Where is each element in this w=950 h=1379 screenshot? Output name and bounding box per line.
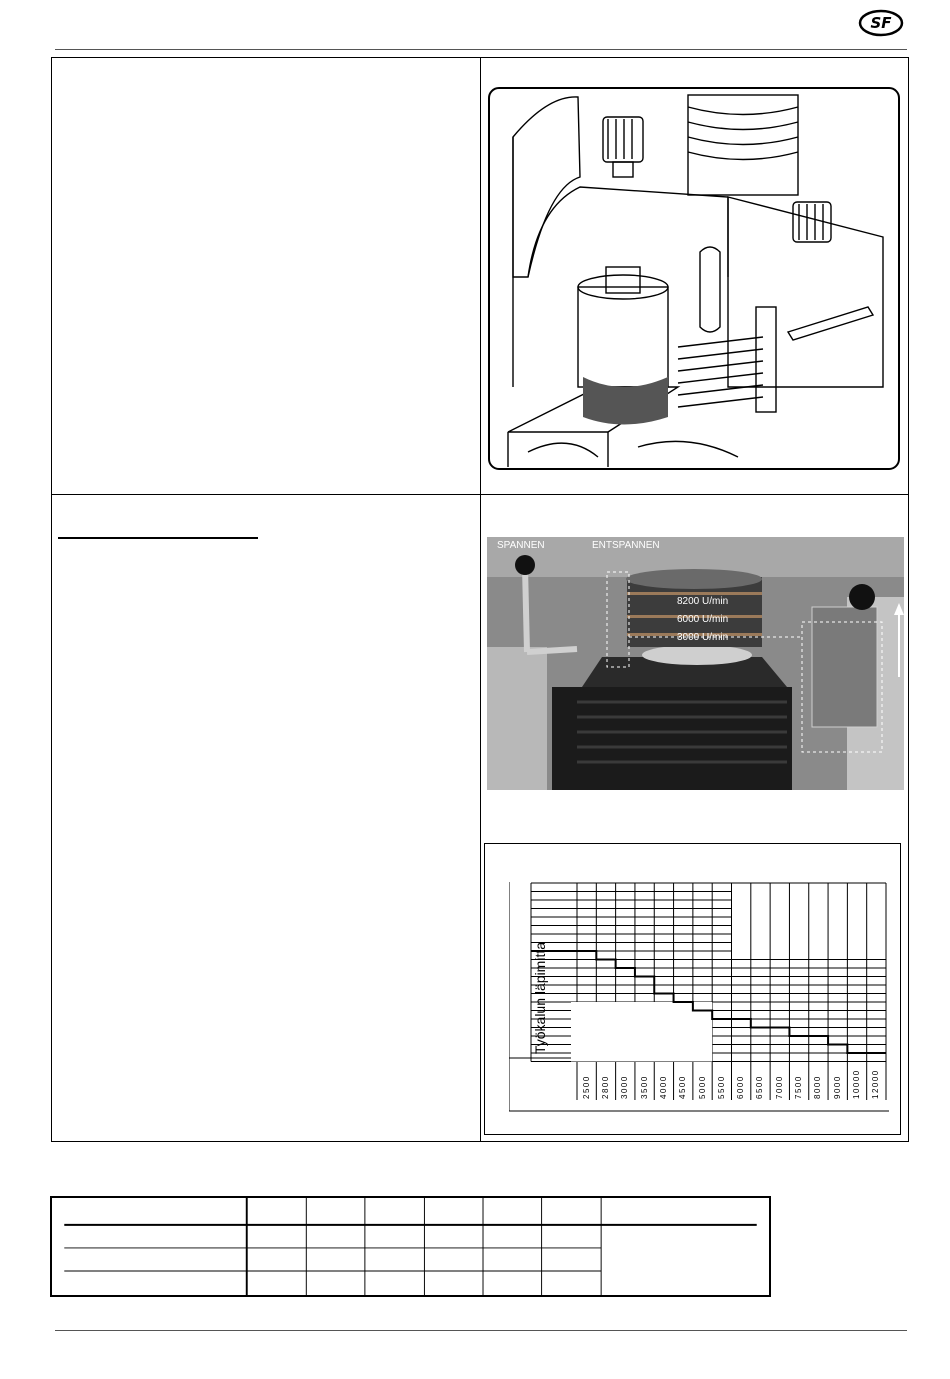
speed-label-low: 3000 U/min [677,632,729,643]
chart-x-tick-label: 10000 [852,1069,862,1099]
row-divider [51,494,909,495]
brush-guard-illustration [488,87,900,470]
chart-x-tick-label: 3500 [639,1075,649,1099]
speed-label-mid: 6000 U/min [677,614,729,625]
speed-label-high: 8200 U/min [677,596,729,607]
chart-x-tick-label: 12000 [871,1069,881,1099]
section-heading-underline [58,537,258,539]
chart-x-tick-label: 2800 [600,1075,610,1099]
chart-x-tick-label: 6500 [755,1075,765,1099]
chart-x-tick-label: 6000 [736,1075,746,1099]
chart-x-tick-label: 7500 [794,1075,804,1099]
chart-x-tick-label: 5000 [697,1075,707,1099]
chart-x-tick-label: 4500 [678,1075,688,1099]
sf-logo [858,9,904,37]
header-rule [55,49,907,50]
logo-text: SF [870,14,892,32]
column-divider [480,57,481,1142]
data-table [50,1196,771,1297]
label-release: ENTSPANNEN [592,540,660,551]
chart-x-tick-label: 8000 [813,1075,823,1099]
chart-x-tick-label: 4000 [658,1075,668,1099]
chart-x-tick-label: 2500 [581,1075,591,1099]
chart-y-axis-label: Työkalun läpimitta [532,941,548,1055]
label-tension: SPANNEN [497,540,545,551]
chart-x-tick-label: 3000 [620,1075,630,1099]
chart-blank-region [571,1002,712,1062]
footer-rule [55,1330,907,1331]
motor-pulley-photo [487,537,904,790]
chart-x-tick-label: 9000 [832,1075,842,1099]
chart-x-tick-label: 5500 [716,1075,726,1099]
chart-x-tick-label: 7000 [774,1075,784,1099]
